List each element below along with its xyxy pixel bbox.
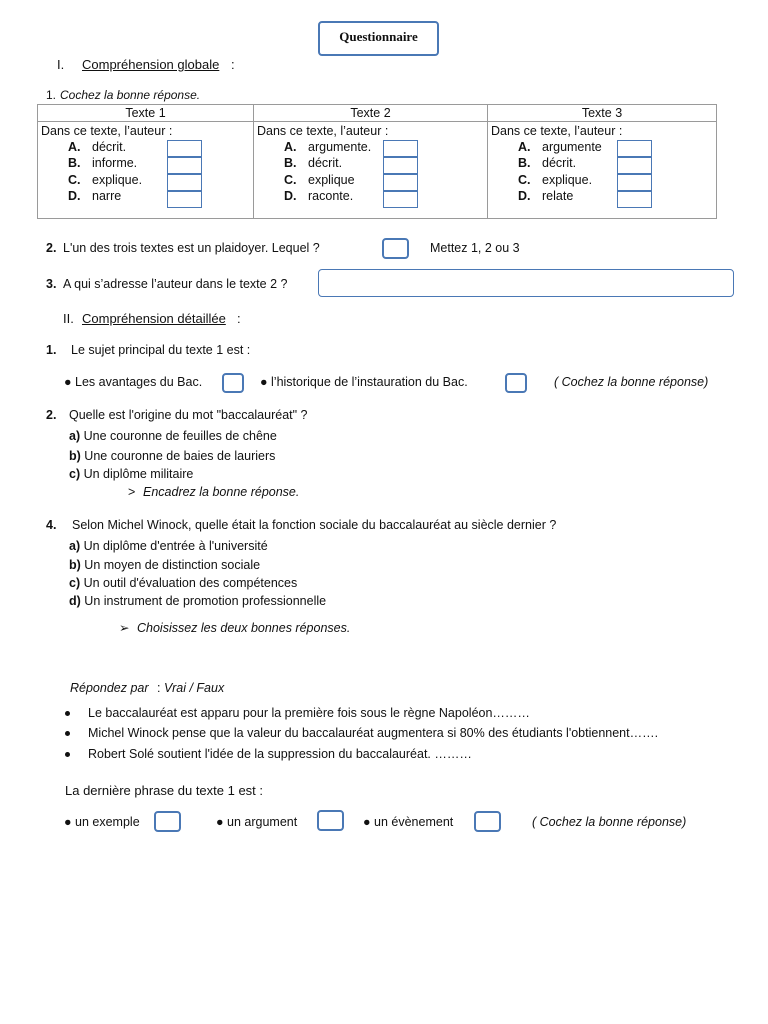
q2-answer-box[interactable]: [382, 238, 409, 259]
checkbox-texte1-a[interactable]: [167, 140, 202, 157]
s2-q1-option2: ● l’historique de l’instauration du Bac.: [260, 375, 468, 389]
s2-q1-instruction: ( Cochez la bonne réponse): [554, 375, 709, 389]
cell-intro: Dans ce texte, l’auteur :: [491, 124, 623, 138]
s2-q1-text: Le sujet principal du texte 1 est :: [71, 343, 251, 357]
s2-q4-text: Selon Michel Winock, quelle était la fonction sociale du baccalauréat au siècle dernier ?: [72, 518, 557, 532]
bullet: [65, 711, 70, 716]
checkbox-texte2-c[interactable]: [383, 174, 418, 191]
cell-intro: Dans ce texte, l’auteur :: [41, 124, 173, 138]
s2-q4-option-a: a) Un diplôme d'entrée à l'université: [69, 539, 268, 553]
s2-q2-option-a: a) Une couronne de feuilles de chêne: [69, 429, 277, 443]
table-cell-texte-1: [38, 122, 254, 219]
checkbox-texte1-c[interactable]: [167, 174, 202, 191]
q2-text: L'un des trois textes est un plaidoyer. Lequel ?: [63, 241, 320, 255]
s2-q4-marker: ➢: [119, 621, 130, 635]
checkbox-texte1-d[interactable]: [167, 191, 202, 208]
checkbox-texte3-b[interactable]: [617, 157, 652, 174]
table-cell-texte-2: [254, 122, 488, 219]
option-row: C. explique: [284, 173, 355, 187]
checkbox-texte2-d[interactable]: [383, 191, 418, 208]
truefalse-item-2: Michel Winock pense que la valeur du baccalauréat augmentera si 80% des étudiants l'obtiennent…….: [88, 726, 659, 740]
table-header-texte-1: Texte 1: [38, 105, 254, 122]
s2-q2-option-b: b) Une couronne de baies de lauriers: [69, 449, 276, 463]
cell-intro: Dans ce texte, l’auteur :: [257, 124, 389, 138]
last-checkbox1[interactable]: [154, 811, 181, 832]
q1-instruction: Cochez la bonne réponse.: [60, 88, 201, 102]
option-row: B. décrit.: [284, 156, 343, 170]
last-option3: ● un évènement: [363, 815, 454, 829]
s2-q1-checkbox2[interactable]: [505, 373, 527, 393]
checkbox-texte1-b[interactable]: [167, 157, 202, 174]
section1-heading: Compréhension globale: [82, 57, 220, 72]
option-row: D. raconte.: [284, 189, 354, 203]
s2-q2-instruction: Encadrez la bonne réponse.: [143, 485, 300, 499]
s2-q4-option-d: d) Un instrument de promotion professionnelle: [69, 594, 327, 608]
checkbox-texte3-c[interactable]: [617, 174, 652, 191]
last-question-text: La dernière phrase du texte 1 est :: [65, 783, 264, 798]
section2-heading-colon: :: [237, 311, 241, 326]
option-row: D. relate: [518, 189, 574, 203]
s2-q1-number: 1.: [46, 343, 57, 357]
truefalse-choices: Vrai / Faux: [164, 681, 225, 695]
s2-q4-number: 4.: [46, 518, 57, 532]
option-row: B. informe.: [68, 156, 138, 170]
checkbox-texte3-a[interactable]: [617, 140, 652, 157]
s2-q1-checkbox1[interactable]: [222, 373, 244, 393]
section2-numeral: II.: [63, 311, 74, 326]
last-checkbox3[interactable]: [474, 811, 501, 832]
option-row: C. explique.: [68, 173, 143, 187]
option-row: A. décrit.: [68, 140, 127, 154]
last-option2: ● un argument: [216, 815, 298, 829]
truefalse-item-3: Robert Solé soutient l'idée de la suppression du baccalauréat. ………: [88, 747, 472, 761]
section1-heading-colon: :: [231, 57, 235, 72]
checkbox-texte2-a[interactable]: [383, 140, 418, 157]
q2-number: 2.: [46, 241, 57, 255]
q3-number: 3.: [46, 277, 57, 291]
last-checkbox2[interactable]: [317, 810, 344, 831]
q1-number: 1.: [46, 88, 57, 102]
s2-q1-option1: ● Les avantages du Bac.: [64, 375, 203, 389]
table-header-texte-3: Texte 3: [488, 105, 717, 122]
table-header-texte-2: Texte 2: [254, 105, 488, 122]
table-cell-texte-3: [488, 122, 717, 219]
option-row: C. explique.: [518, 173, 593, 187]
truefalse-colon: :: [157, 681, 161, 695]
s2-q2-marker: >: [128, 485, 136, 499]
checkbox-texte3-d[interactable]: [617, 191, 652, 208]
bullet: [65, 752, 70, 757]
checkbox-texte2-b[interactable]: [383, 157, 418, 174]
option-row: A. argumente.: [284, 140, 372, 154]
s2-q2-number: 2.: [46, 408, 57, 422]
page-title: Questionnaire: [339, 29, 418, 44]
last-instruction: ( Cochez la bonne réponse): [532, 815, 687, 829]
option-row: D. narre: [68, 189, 122, 203]
s2-q4-option-b: b) Un moyen de distinction sociale: [69, 558, 261, 572]
s2-q2-option-c: c) Un diplôme militaire: [69, 467, 194, 481]
truefalse-label: Répondez par: [70, 681, 149, 695]
s2-q4-instruction: Choisissez les deux bonnes réponses.: [137, 621, 351, 635]
option-row: A. argumente: [518, 140, 602, 154]
option-row: B. décrit.: [518, 156, 577, 170]
truefalse-item-1: Le baccalauréat est apparu pour la première fois sous le règne Napoléon………: [88, 706, 530, 720]
q2-hint: Mettez 1, 2 ou 3: [430, 241, 520, 255]
q1-table: [37, 104, 717, 219]
section1-numeral: I.: [57, 57, 65, 72]
q3-text: A qui s’adresse l’auteur dans le texte 2 ?: [63, 277, 288, 291]
q3-answer-field[interactable]: [318, 269, 734, 297]
s2-q2-text: Quelle est l'origine du mot "baccalauréat" ?: [69, 408, 308, 422]
last-option1: ● un exemple: [64, 815, 140, 829]
section2-heading: Compréhension détaillée: [82, 311, 226, 326]
s2-q4-option-c: c) Un outil d'évaluation des compétences: [69, 576, 298, 590]
bullet: [65, 731, 70, 736]
